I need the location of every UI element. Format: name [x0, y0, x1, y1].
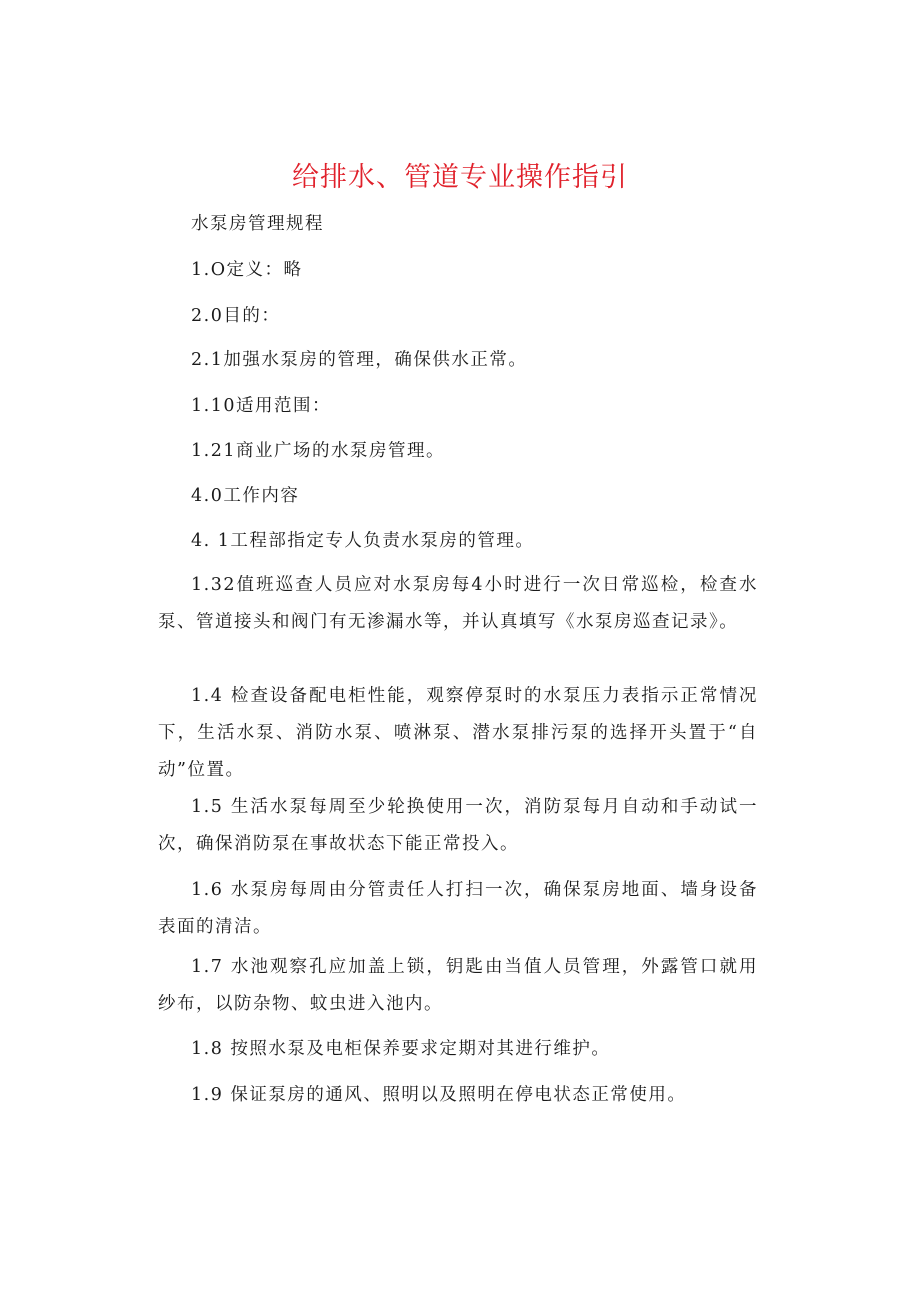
paragraph-item-4-1: 4. 1工程部指定专人负责水泵房的管理。 [191, 531, 535, 551]
paragraph-scope-detail: 1.21商业广场的水泵房管理。 [191, 441, 445, 461]
paragraph-item-1-6: 1.6 水泵房每周由分管责任人打扫一次，确保泵房地面、墙身设备表面的清洁。 [158, 880, 758, 937]
paragraph-item-1-7: 1.7 水池观察孔应加盖上锁，钥匙由当值人员管理，外露管口就用纱布，以防杂物、蚊虫进入池内。 [158, 957, 758, 1014]
paragraph-item-1-4: 1.4 检查设备配电柜性能，观察停泵时的水泵压力表指示正常情况下，生活水泵、消防水泵、喷淋泵、潜水泵排污泵的选择开头置于“自动”位置。 [158, 686, 758, 780]
paragraph-section-heading: 水泵房管理规程 [191, 214, 324, 234]
paragraph-item-1-8: 1.8 按照水泵及电柜保养要求定期对其进行维护。 [191, 1039, 611, 1059]
paragraph-item-1-3: 1.32值班巡查人员应对水泵房每4小时进行一次日常巡检，检查水泵、管道接头和阀门有无渗漏水等，并认真填写《水泵房巡查记录》。 [158, 575, 758, 632]
paragraph-work-content: 4.0工作内容 [191, 486, 300, 506]
paragraph-purpose: 2.0目的： [191, 306, 281, 326]
paragraph-item-1-5: 1.5 生活水泵每周至少轮换使用一次，消防泵每月自动和手动试一次，确保消防泵在事故状态下能正常投入。 [158, 797, 758, 854]
paragraph-item-1-9: 1.9 保证泵房的通风、照明以及照明在停电状态正常使用。 [191, 1085, 687, 1105]
paragraph-scope: 1.10适用范围： [191, 396, 331, 416]
paragraph-definition: 1.O定义：略 [191, 260, 303, 280]
document-title: 给排水、管道专业操作指引 [292, 162, 628, 193]
paragraph-purpose-detail: 2.1加强水泵房的管理，确保供水正常。 [191, 350, 528, 370]
